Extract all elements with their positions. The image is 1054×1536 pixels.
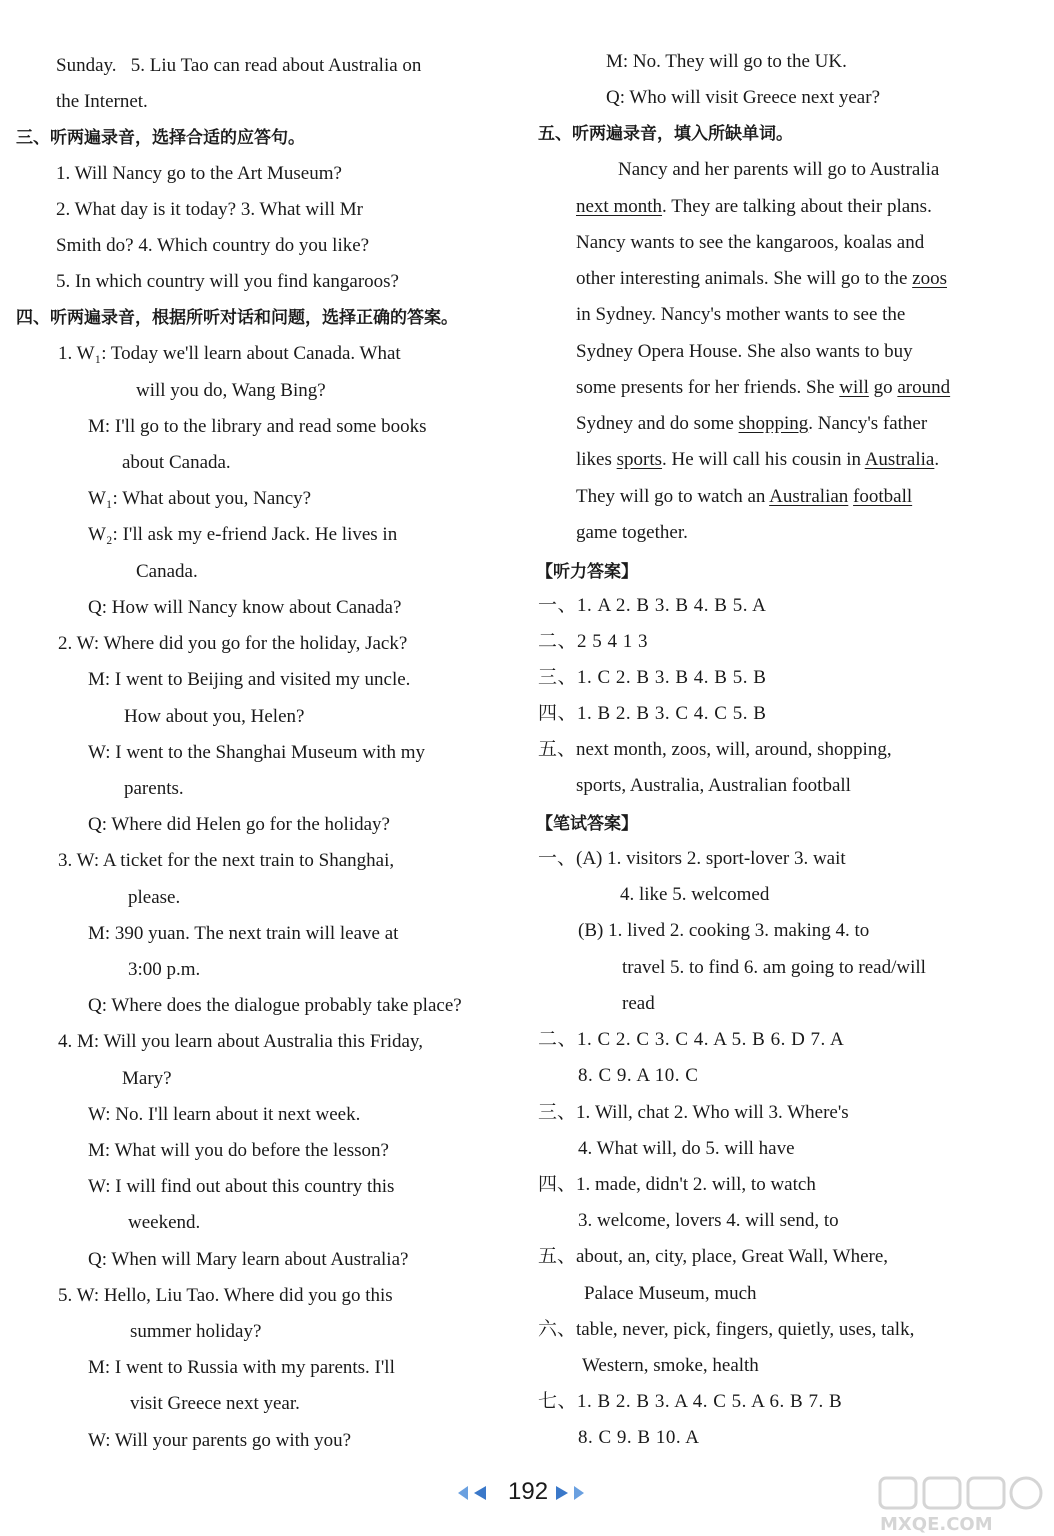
dialogue-line: Q: Where did Helen go for the holiday? (88, 814, 390, 835)
dialogue-line: 3:00 p.m. (128, 959, 201, 980)
prev-arrow-small-icon (458, 1486, 468, 1500)
answer-blank: zoos (912, 268, 947, 289)
answer-line: 4. like 5. welcomed (620, 884, 770, 905)
answer-line: read (622, 993, 655, 1014)
passage-line: game together. (576, 522, 688, 543)
dialogue-line: W: I went to the Shanghai Museum with my (88, 742, 426, 763)
dialogue-line: 5. W: Hello, Liu Tao. Where did you go this (58, 1285, 393, 1306)
dialogue-line: Q: Where does the dialogue probably take place? (88, 995, 462, 1016)
watermark-text: MXQE.COM (880, 1514, 993, 1534)
passage-line: some presents for her friends. She will go around (576, 377, 951, 398)
answer-blank: Australia (864, 449, 935, 470)
dialogue-line: 4. M: Will you learn about Australia this Friday, (58, 1031, 423, 1052)
listening-answers-title: 【听力答案】 (536, 562, 638, 582)
dialogue-line: 2. W: Where did you go for the holiday, Jack? (58, 633, 408, 654)
text-line: Smith do? 4. Which country do you like? (56, 235, 370, 256)
answer-line: 四、1. B 2. B 3. C 4. C 5. B (538, 703, 767, 724)
answer-line: 五、next month, zoos, will, around, shopping, (538, 739, 892, 760)
watermark-logo (876, 1476, 1046, 1534)
answer-line: Palace Museum, much (584, 1283, 757, 1304)
dialogue-line: M: I went to Beijing and visited my uncle. (88, 669, 411, 690)
dialogue-line: How about you, Helen? (124, 706, 305, 727)
dialogue-line: W₁: What about you, Nancy? (88, 488, 312, 509)
section-heading: 五、听两遍录音，填入所缺单词。 (538, 124, 793, 144)
dialogue-line: M: I'll go to the library and read some books (88, 416, 427, 437)
dialogue-line: W: I will find out about this country this (88, 1176, 395, 1197)
dialogue-line: Mary? (122, 1068, 172, 1089)
answer-blank: shopping (738, 413, 809, 434)
passage-line: in Sydney. Nancy's mother wants to see the (576, 304, 906, 325)
passage-line: Nancy and her parents will go to Australia (618, 159, 940, 180)
answer-line: 三、1. C 2. B 3. B 4. B 5. B (538, 667, 767, 688)
text-line: Sunday. 5. Liu Tao can read about Australia on (56, 55, 422, 76)
dialogue-line: W: No. I'll learn about it next week. (88, 1104, 361, 1125)
dialogue-line: will you do, Wang Bing? (136, 380, 326, 401)
answer-line: sports, Australia, Australian football (576, 775, 851, 796)
answer-blank: football (853, 486, 913, 507)
text-line: the Internet. (56, 91, 148, 112)
passage-line: likes sports. He will call his cousin in Australia. (576, 449, 940, 470)
answer-blank: Australian (769, 486, 849, 507)
passage-line: They will go to watch an Australian football (576, 486, 913, 507)
written-answers-title: 【笔试答案】 (536, 814, 638, 834)
answer-line: travel 5. to find 6. am going to read/will (622, 957, 926, 978)
dialogue-line: M: 390 yuan. The next train will leave at (88, 923, 399, 944)
answer-line: 8. C 9. B 10. A (578, 1427, 700, 1448)
dialogue-line: M: I went to Russia with my parents. I'll (88, 1357, 395, 1378)
dialogue-line: 3. W: A ticket for the next train to Shanghai, (58, 850, 395, 871)
answer-line: 4. What will, do 5. will have (578, 1138, 795, 1159)
text-line: 1. Will Nancy go to the Art Museum? (56, 163, 342, 184)
dialogue-line: Q: How will Nancy know about Canada? (88, 597, 402, 618)
passage-line: other interesting animals. She will go to the zoos (576, 268, 947, 289)
next-arrow-icon (556, 1486, 568, 1500)
dialogue-line: please. (128, 887, 181, 908)
section-heading: 四、听两遍录音，根据所听对话和问题，选择正确的答案。 (16, 308, 458, 328)
dialogue-line: W₂: I'll ask my e-friend Jack. He lives in (88, 524, 398, 545)
dialogue-line: Canada. (136, 561, 198, 582)
dialogue-line: parents. (124, 778, 184, 799)
text-line: 2. What day is it today? 3. What will Mr (56, 199, 363, 220)
prev-arrow-icon (474, 1486, 486, 1500)
answer-line: 三、1. Will, chat 2. Who will 3. Where's (538, 1102, 849, 1123)
dialogue-line: visit Greece next year. (130, 1393, 300, 1414)
answer-line: 六、table, never, pick, fingers, quietly, uses, talk, (538, 1319, 915, 1340)
text-line: 5. In which country will you find kangaroos? (56, 271, 399, 292)
answer-line: 五、about, an, city, place, Great Wall, Where, (538, 1246, 889, 1267)
dialogue-line: W: Will your parents go with you? (88, 1430, 352, 1451)
answer-line: 一、1. A 2. B 3. B 4. B 5. A (538, 595, 767, 616)
page-number: 192 (508, 1478, 549, 1505)
answer-line: 四、1. made, didn't 2. will, to watch (538, 1174, 816, 1195)
answer-line: 七、1. B 2. B 3. A 4. C 5. A 6. B 7. B (538, 1391, 843, 1412)
dialogue-line: M: What will you do before the lesson? (88, 1140, 389, 1161)
dialogue-line: 1. W₁: Today we'll learn about Canada. What (58, 343, 401, 364)
answer-line: 二、2 5 4 1 3 (538, 631, 649, 652)
answer-blank: will (839, 377, 869, 398)
answer-blank: next month (576, 196, 663, 217)
dialogue-line: M: No. They will go to the UK. (606, 51, 847, 72)
answer-line: Western, smoke, health (582, 1355, 759, 1376)
passage-line: next month. They are talking about their plans. (576, 196, 932, 217)
answer-blank: sports (616, 449, 663, 470)
passage-line: Sydney and do some shopping. Nancy's father (576, 413, 928, 434)
answer-line: 8. C 9. A 10. C (578, 1065, 699, 1086)
next-arrow-small-icon (574, 1486, 584, 1500)
dialogue-line: summer holiday? (130, 1321, 262, 1342)
answer-line: 3. welcome, lovers 4. will send, to (578, 1210, 839, 1231)
dialogue-line: about Canada. (122, 452, 231, 473)
answer-line: (B) 1. lived 2. cooking 3. making 4. to (578, 920, 870, 941)
dialogue-line: weekend. (128, 1212, 201, 1233)
passage-line: Nancy wants to see the kangaroos, koalas and (576, 232, 925, 253)
answer-line: 一、(A) 1. visitors 2. sport-lover 3. wait (538, 848, 846, 869)
dialogue-line: Q: Who will visit Greece next year? (606, 87, 880, 108)
section-heading: 三、听两遍录音，选择合适的应答句。 (16, 128, 305, 148)
dialogue-line: Q: When will Mary learn about Australia? (88, 1249, 409, 1270)
answer-line: 二、1. C 2. C 3. C 4. A 5. B 6. D 7. A (538, 1029, 845, 1050)
passage-line: Sydney Opera House. She also wants to buy (576, 341, 913, 362)
answer-blank: around (897, 377, 951, 398)
